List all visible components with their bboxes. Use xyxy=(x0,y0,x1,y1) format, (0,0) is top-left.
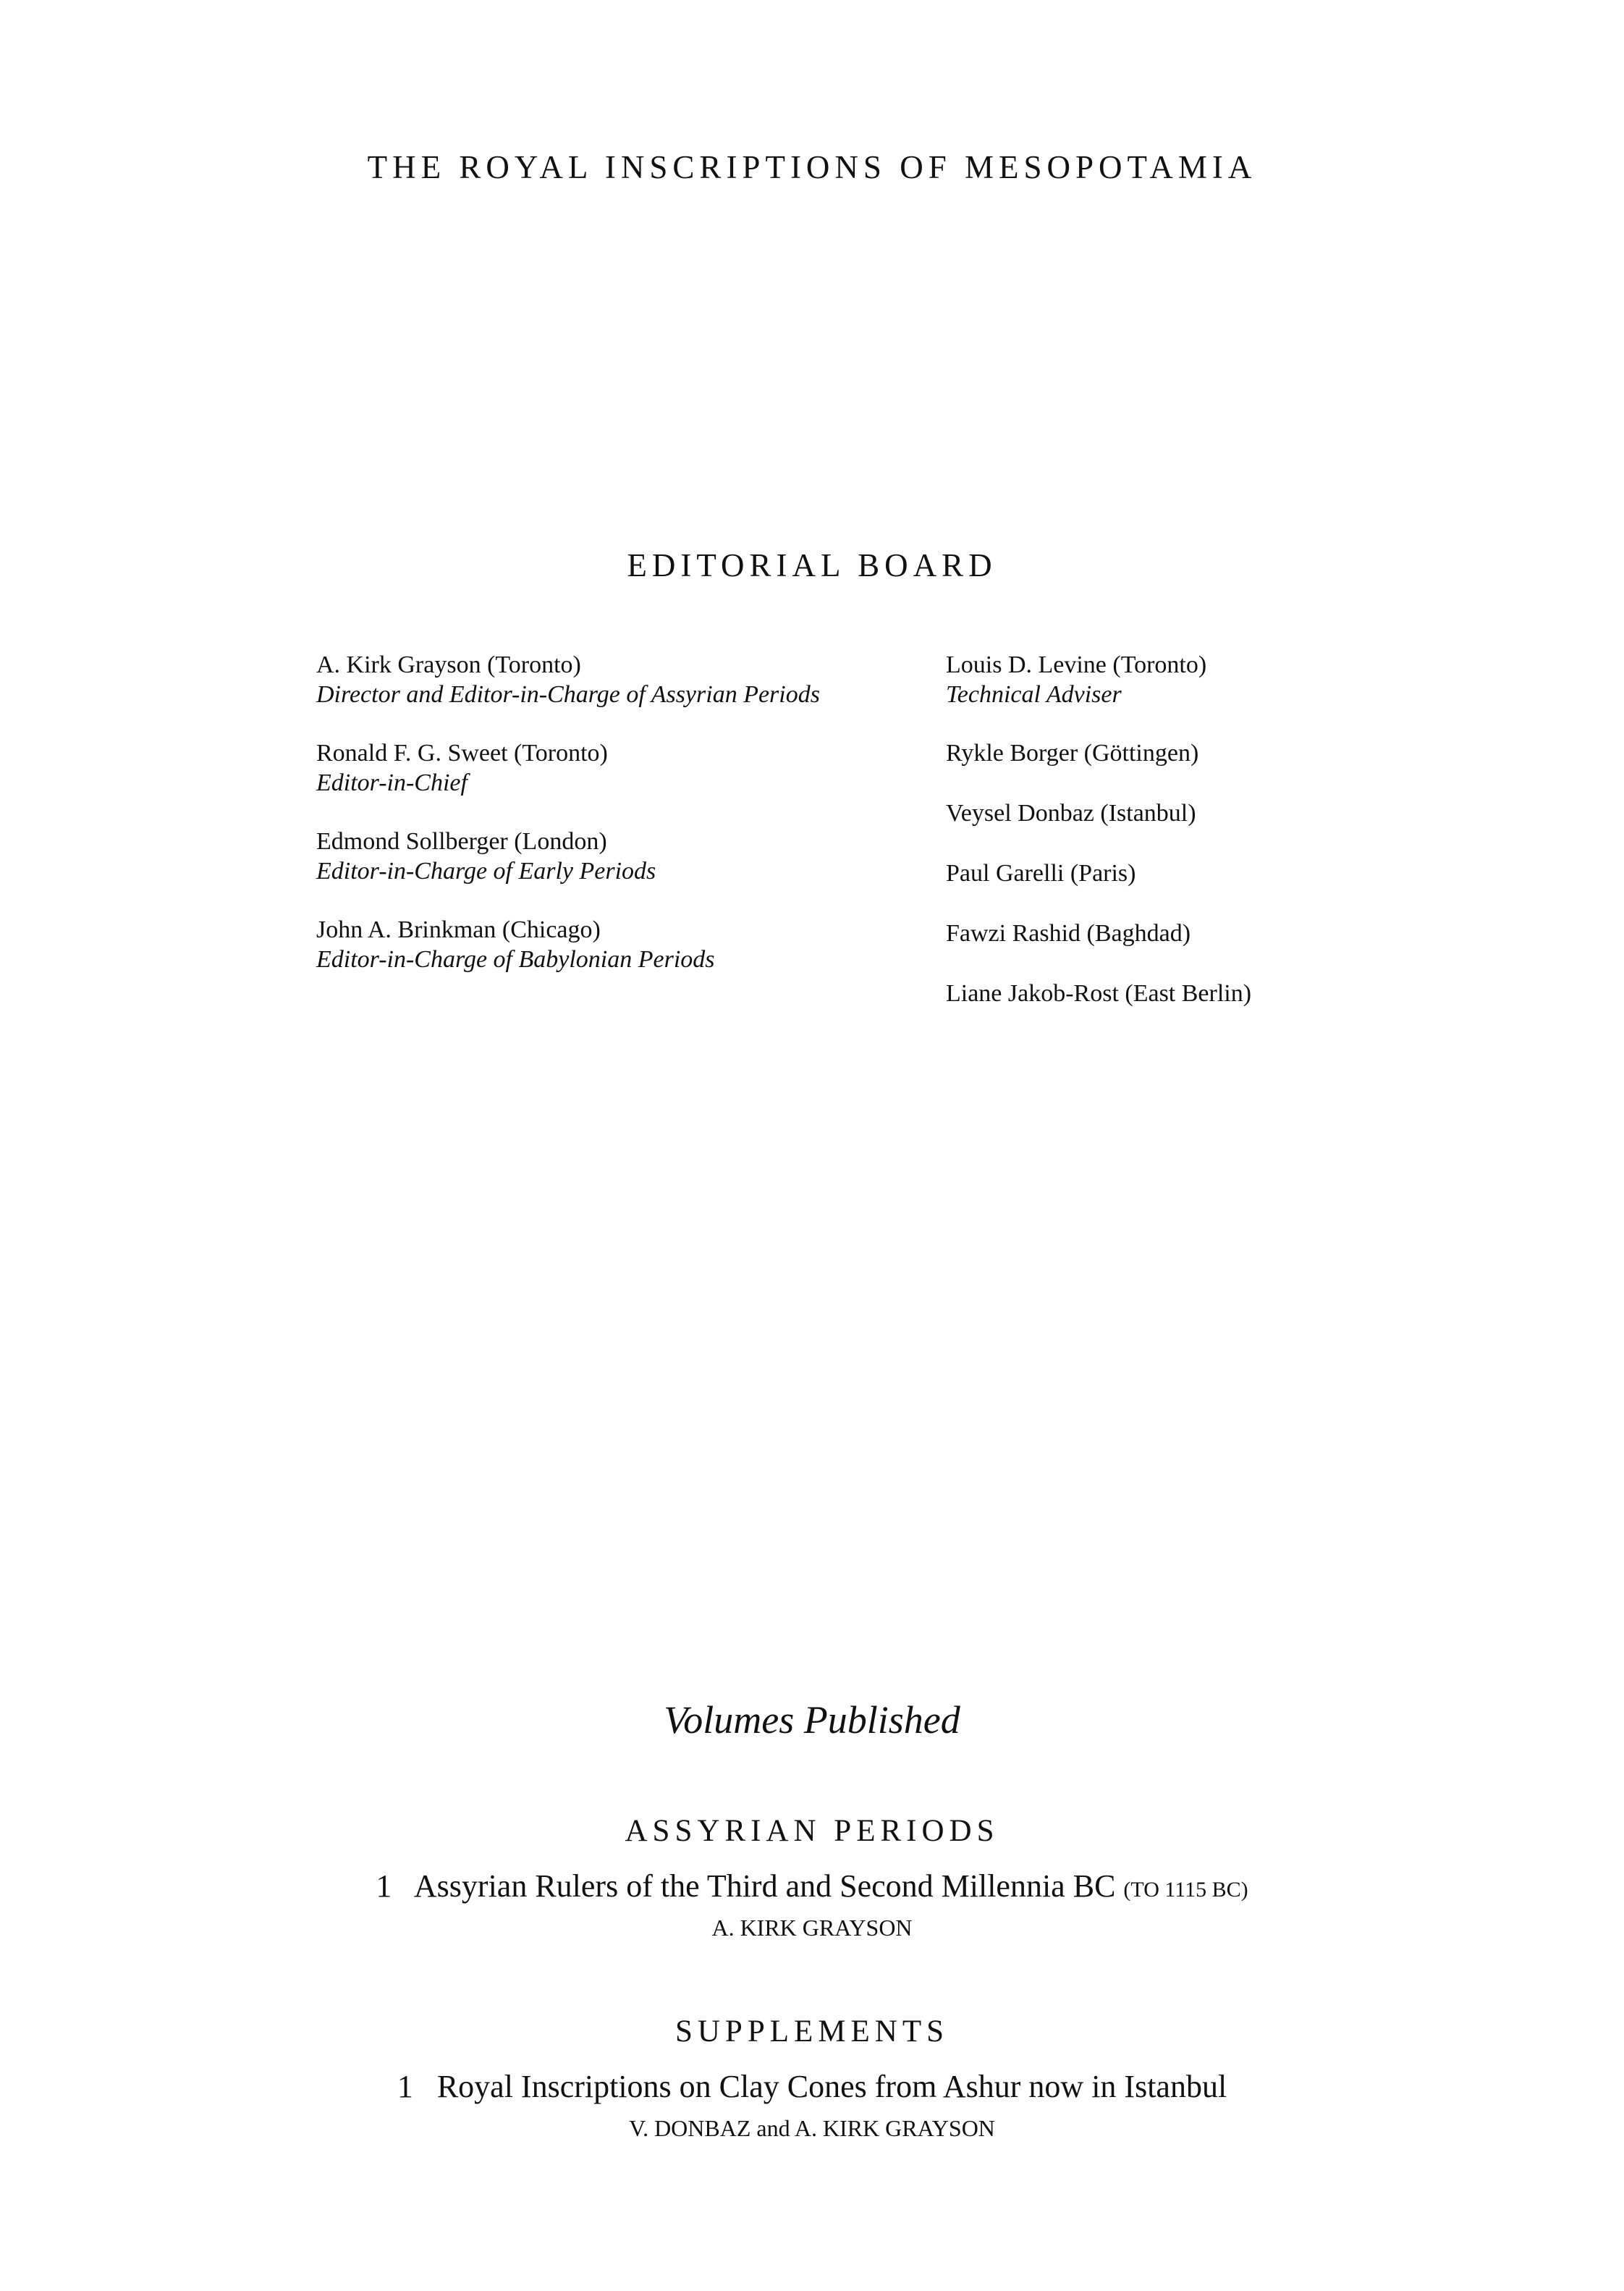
board-member xyxy=(316,738,608,798)
member-name: Liane Jakob-Rost (East Berlin) xyxy=(946,980,1252,1007)
member-name: Louis D. Levine (Toronto) xyxy=(946,651,1207,678)
member-role: Editor-in-Chief xyxy=(316,769,468,796)
member-name: John A. Brinkman (Chicago) xyxy=(316,916,601,943)
member-name: Rykle Borger (Göttingen) xyxy=(946,740,1199,767)
member-name: Paul Garelli (Paris) xyxy=(946,860,1136,887)
member-name: Edmond Sollberger (London) xyxy=(316,828,607,855)
board-member xyxy=(946,979,1251,1008)
member-name: Fawzi Rashid (Baghdad) xyxy=(946,920,1191,947)
member-role: Editor-in-Charge of Early Periods xyxy=(316,858,656,885)
section-heading-assyrian-periods: ASSYRIAN PERIODS xyxy=(625,1814,999,1848)
editorial-board-heading: EDITORIAL BOARD xyxy=(627,547,997,583)
author-conjunction: and xyxy=(756,2115,790,2141)
member-role: Director and Editor-in-Charge of Assyrian Periods xyxy=(316,681,820,708)
volume-date-note: (TO 1115 BC) xyxy=(1123,1878,1248,1902)
member-name: Veysel Donbaz (Istanbul) xyxy=(946,800,1196,827)
volumes-published-heading: Volumes Published xyxy=(664,1698,960,1742)
member-role: Editor-in-Charge of Babylonian Periods xyxy=(316,946,715,973)
volume-title: Royal Inscriptions on Clay Cones from Ashur now in Istanbul xyxy=(436,2069,1227,2104)
volume-authors xyxy=(0,2115,1624,2142)
board-member xyxy=(946,650,1206,709)
volume-entry xyxy=(0,2068,1624,2105)
author-name: V. DONBAZ xyxy=(629,2115,751,2141)
board-member xyxy=(316,827,656,886)
board-member xyxy=(946,738,1198,768)
volume-era: BC xyxy=(1073,1868,1116,1904)
section-heading-supplements: SUPPLEMENTS xyxy=(674,2014,950,2049)
board-member xyxy=(946,798,1196,828)
volume-entry xyxy=(0,1868,1624,1904)
member-name: A. Kirk Grayson (Toronto) xyxy=(316,651,581,678)
volume-title: Assyrian Rulers of the Third and Second Millennia xyxy=(413,1868,1065,1904)
volume-authors: A. KIRK GRAYSON xyxy=(711,1915,913,1941)
volume-number: 1 xyxy=(376,1868,392,1904)
series-title: THE ROYAL INSCRIPTIONS OF MESOPOTAMIA xyxy=(367,149,1257,185)
board-member xyxy=(946,858,1136,888)
member-role: Technical Adviser xyxy=(946,681,1122,708)
board-member xyxy=(316,650,820,709)
volume-number: 1 xyxy=(397,2069,413,2104)
member-name: Ronald F. G. Sweet (Toronto) xyxy=(316,740,608,767)
board-member xyxy=(316,915,715,974)
author-name: A. KIRK GRAYSON xyxy=(794,2115,995,2141)
board-member xyxy=(946,919,1190,948)
